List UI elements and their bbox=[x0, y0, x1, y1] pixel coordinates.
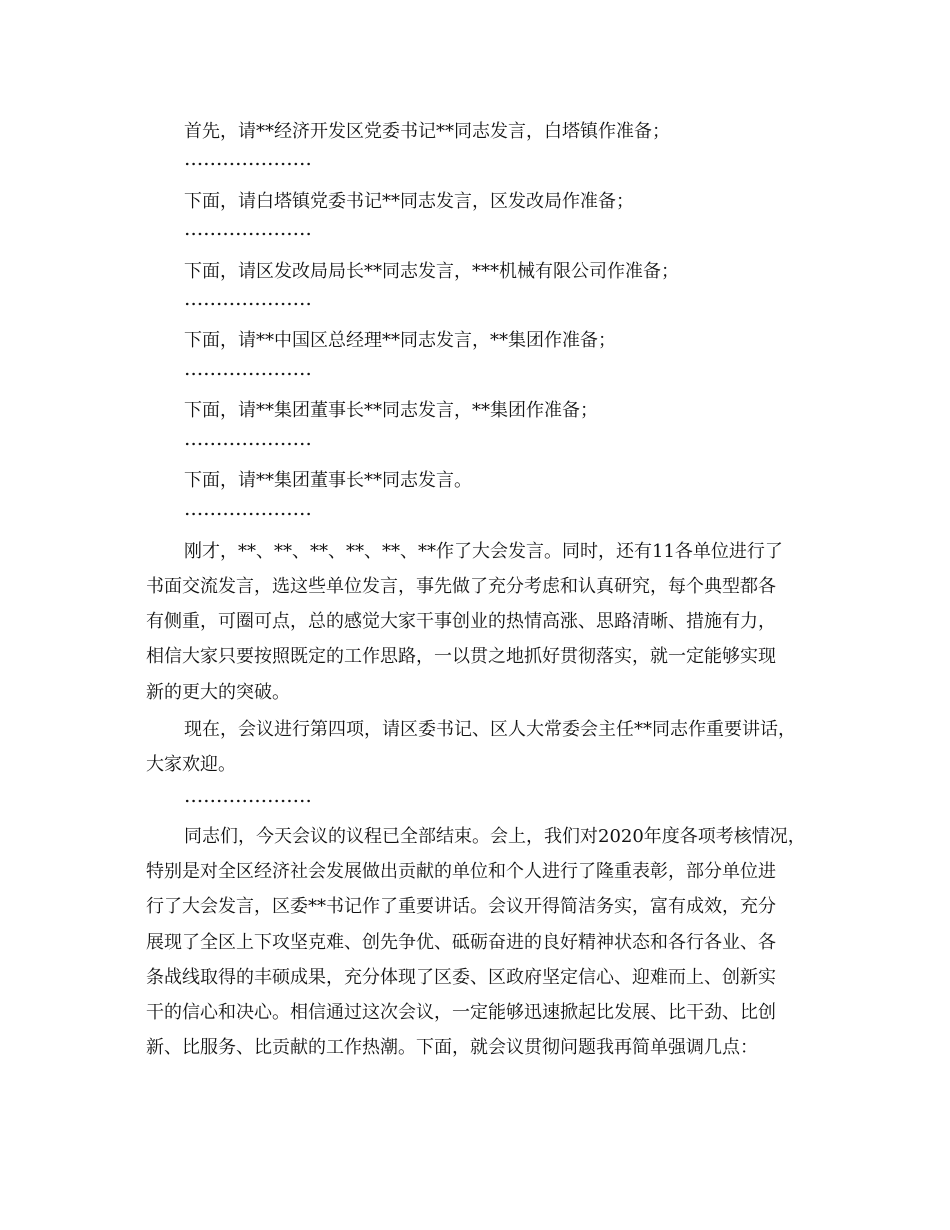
speaker-line-6: 下面，请**集团董事长**同志发言。 bbox=[184, 470, 472, 491]
paragraph-3-line: 新、比服务、比贡献的工作热潮。下面，就会议贯彻问题我再简单强调几点： bbox=[146, 1037, 758, 1058]
paragraph-1-line: 刚才，**、**、**、**、**、**作了大会发言。同时，还有11各单位进行了 bbox=[184, 541, 783, 562]
paragraph-3-line: 干的信心和决心。相信通过这次会议，一定能够迅速掀起比发展、比干劲、比创 bbox=[146, 1002, 776, 1023]
ellipsis-separator bbox=[184, 162, 312, 166]
paragraph-2-line: 现在，会议进行第四项，请区委书记、区人大常委会主任**同志作重要讲话， bbox=[184, 719, 796, 740]
speaker-line-4: 下面，请**中国区总经理**同志发言，**集团作准备； bbox=[184, 330, 616, 351]
paragraph-3-line: 特别是对全区经济社会发展做出贡献的单位和个人进行了隆重表彰，部分单位进 bbox=[146, 861, 776, 882]
ellipsis-separator bbox=[184, 372, 312, 376]
paragraph-1-line: 相信大家只要按照既定的工作思路，一以贯之地抓好贯彻落实，就一定能够实现 bbox=[146, 646, 776, 667]
speaker-line-5: 下面，请**集团董事长**同志发言，**集团作准备； bbox=[184, 400, 598, 421]
paragraph-3-line: 同志们，今天会议的议程已全部结束。会上，我们对2020年度各项考核情况， bbox=[184, 826, 806, 847]
paragraph-1-line: 有侧重，可圈可点，总的感觉大家干事创业的热情高涨、思路清晰、措施有力， bbox=[146, 611, 776, 632]
paragraph-3-line: 条战线取得的丰硕成果，充分体现了区委、区政府坚定信心、迎难而上、创新实 bbox=[146, 967, 776, 988]
paragraph-3-line: 展现了全区上下攻坚克难、创先争优、砥砺奋进的良好精神状态和各行各业、各 bbox=[146, 932, 776, 953]
ellipsis-separator bbox=[184, 512, 312, 516]
speaker-line-1: 首先，请**经济开发区党委书记**同志发言，白塔镇作准备； bbox=[184, 121, 670, 142]
ellipsis-separator bbox=[184, 232, 312, 236]
ellipsis-separator bbox=[184, 302, 312, 306]
paragraph-2-line: 大家欢迎。 bbox=[146, 754, 236, 775]
ellipsis-separator bbox=[184, 442, 312, 446]
paragraph-3-line: 行了大会发言，区委**书记作了重要讲话。会议开得简洁务实，富有成效，充分 bbox=[146, 896, 776, 917]
speaker-line-3: 下面，请区发改局局长**同志发言，***机械有限公司作准备； bbox=[184, 261, 679, 282]
paragraph-1-line: 书面交流发言，选这些单位发言，事先做了充分考虑和认真研究，每个典型都各 bbox=[146, 576, 776, 597]
speaker-line-2: 下面，请白塔镇党委书记**同志发言，区发改局作准备； bbox=[184, 191, 634, 212]
ellipsis-separator bbox=[184, 799, 312, 803]
paragraph-1-line: 新的更大的突破。 bbox=[146, 682, 290, 703]
